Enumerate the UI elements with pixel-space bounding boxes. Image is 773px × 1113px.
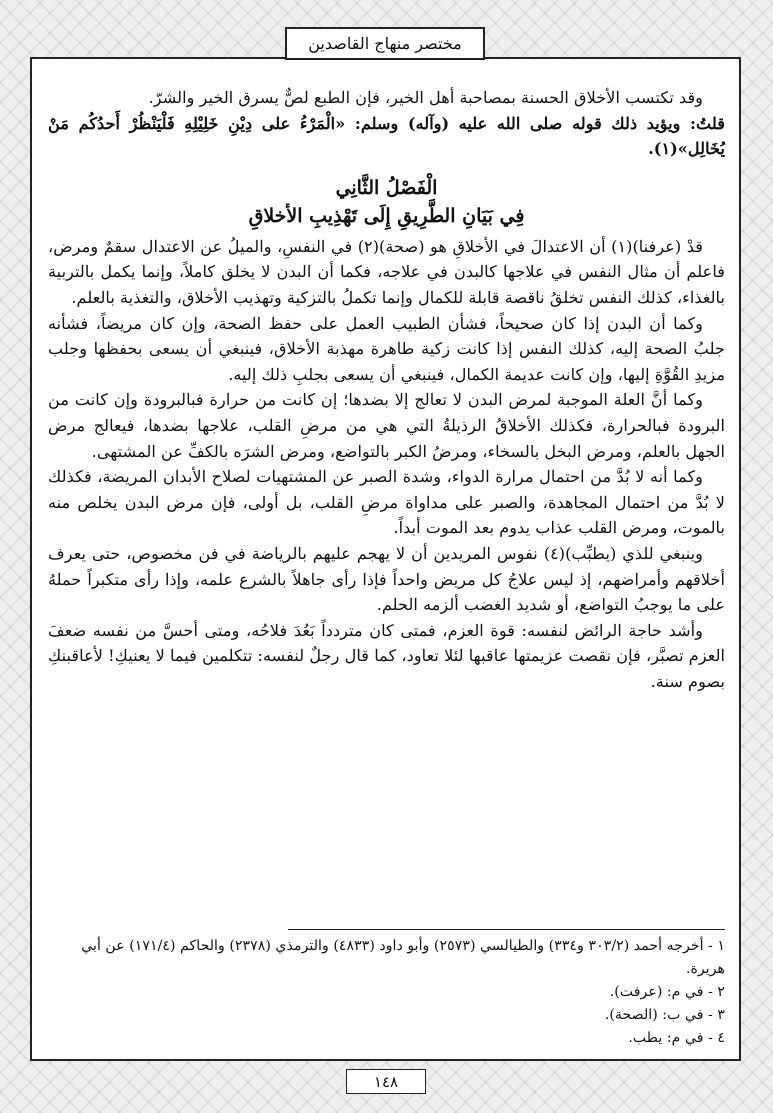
hadith-paragraph: قلتُ: ويؤيد ذلك قوله صلى الله عليه (وآله) وسلم: «الْمَرْءُ على دِيْنِ خَلِيْلِهِ فَلْيَنْظُرْ أَحدُكُم مَنْ يُخَالِل»(١). [48, 113, 725, 159]
body-paragraph: وكما أن البدن إذا كان صحيحاً، فشأن الطبيب العمل على حفظ الصحة، وإن كان مريضاً، فشأنه جلبُ الصحة إليه، كذلك النفس إذا كانت زكية طاهرة مهذبة الأخلاق، فينبغي أن يسعى بحفظها وجلب مزيدِ القُوَّةِ إليها، وإن كانت عديمة الكمال، فينبغي أن يسعى بجلبِ ذلك إليه. [48, 313, 725, 384]
footnote: ٤ - في م: يطب. [628, 1030, 725, 1046]
main-text [48, 85, 725, 694]
footnote: ٢ - في م: (عرفت). [609, 984, 725, 1000]
footnote: ١ - أخرجه أحمد (٣٠٣/٢ و٣٣٤) والطيالسي (٢٥٧٣) وأبو داود (٤٨٣٣) والترمذي (٢٣٧٨) والحاكم (١٧١/٤) عن أبي هريرة. [81, 938, 725, 977]
footnotes [48, 935, 725, 1050]
book-title: مختصر منهاج القاصدين [308, 34, 462, 53]
body-paragraph: وأشد حاجة الرائض لنفسه: قوة العزم، فمتى كان متردداً بَعُدَ فلاحُه، ومتى أحسَّ من نفسه ضعفَ العزم تصبَّر، فإن نقصت عزيمتها عاقبها لئلا تعاود، كما قال رجلٌ لنفسه: تتكلمين فيما لا يعنيكِ! لأعاقبنكِ بصوم سنة. [48, 620, 725, 691]
chapter-title: فِي بَيَانِ الطَّرِيقِ إِلَى تَهْذِيبِ الأخلاقِ [248, 204, 525, 227]
intro-paragraph: وقد تكتسب الأخلاق الحسنة بمصاحبة أهل الخير، فإن الطبع لصٌّ يسرق الخير والشرّ. [148, 88, 703, 107]
footnote: ٣ - في ب: (الصحة). [604, 1007, 725, 1023]
footnote-separator [288, 929, 725, 930]
page-number [346, 1069, 426, 1094]
chapter-number: الْفَصْلُ الثَّانِي [335, 176, 438, 199]
body-paragraph: قدْ (عرفنا)(١) أن الاعتدالَ في الأخلاقِ هو (صحة)(٢) في النفسِ، والميلُ عن الاعتدال سقمٌ ومرض، فاعلم أن مثال النفس في علاجها كالبدن في علاجه، فكما أن البدن لا يخلق كاملاً، وإنما يكمل بالتربية بالغذاء، كذلك النفس تخلقُ ناقصة قابلة للكمال وإنما تكملُ بالتزكية وتهذيب الأخلاق، والتغذية بالعلم. [48, 236, 725, 307]
body-paragraph: وكما أنَّ العلة الموجبة لمرض البدن لا تعالج إلا بضدها؛ إن كانت من حرارة فبالبرودة وإن كانت من البرودة فبالحرارة، فكذلك الأخلاقُ الرذيلةُ التي هي من مرضِ القلب، علاجها بضدها، فيعالج مرض الجهل بالعلم، ومرض البخل بالسخاء، ومرضُ الكبر بالتواضع، ومرض الشرَه بالكفِّ عن المشتهى. [48, 390, 725, 461]
page-number-text: ١٤٨ [373, 1072, 399, 1091]
running-header [285, 27, 485, 60]
body-paragraph: وكما أنه لا بُدَّ من احتمال مرارة الدواء، وشدة الصبر عن المشتهيات لصلاح الأبدان المريضة، فكذلك لا بُدَّ من احتمال المجاهدة، والصبر على مداواة مرضِ القلب، بل أولى، فإن مرض البدن يخلص منه بالموت، ومرض القلب عذاب يدوم بعد الموت أبداً. [48, 467, 725, 538]
body-paragraph: وينبغي للذي (يطبِّب)(٤) نفوس المريدين أن لا يهجم عليهم بالرياضة في فن مخصوص، حتى يعرف أخلاقهم وأمراضهم، إذ ليس علاجُ كل مريض واحداً فإذا رأى جاهلاً بالشرع علمه، وإذا رأى متكبراً حملهُ على ما يوجبُ التواضع، أو شديد الغضب ألزمه الحلم. [48, 543, 725, 615]
chapter-heading [48, 174, 725, 230]
